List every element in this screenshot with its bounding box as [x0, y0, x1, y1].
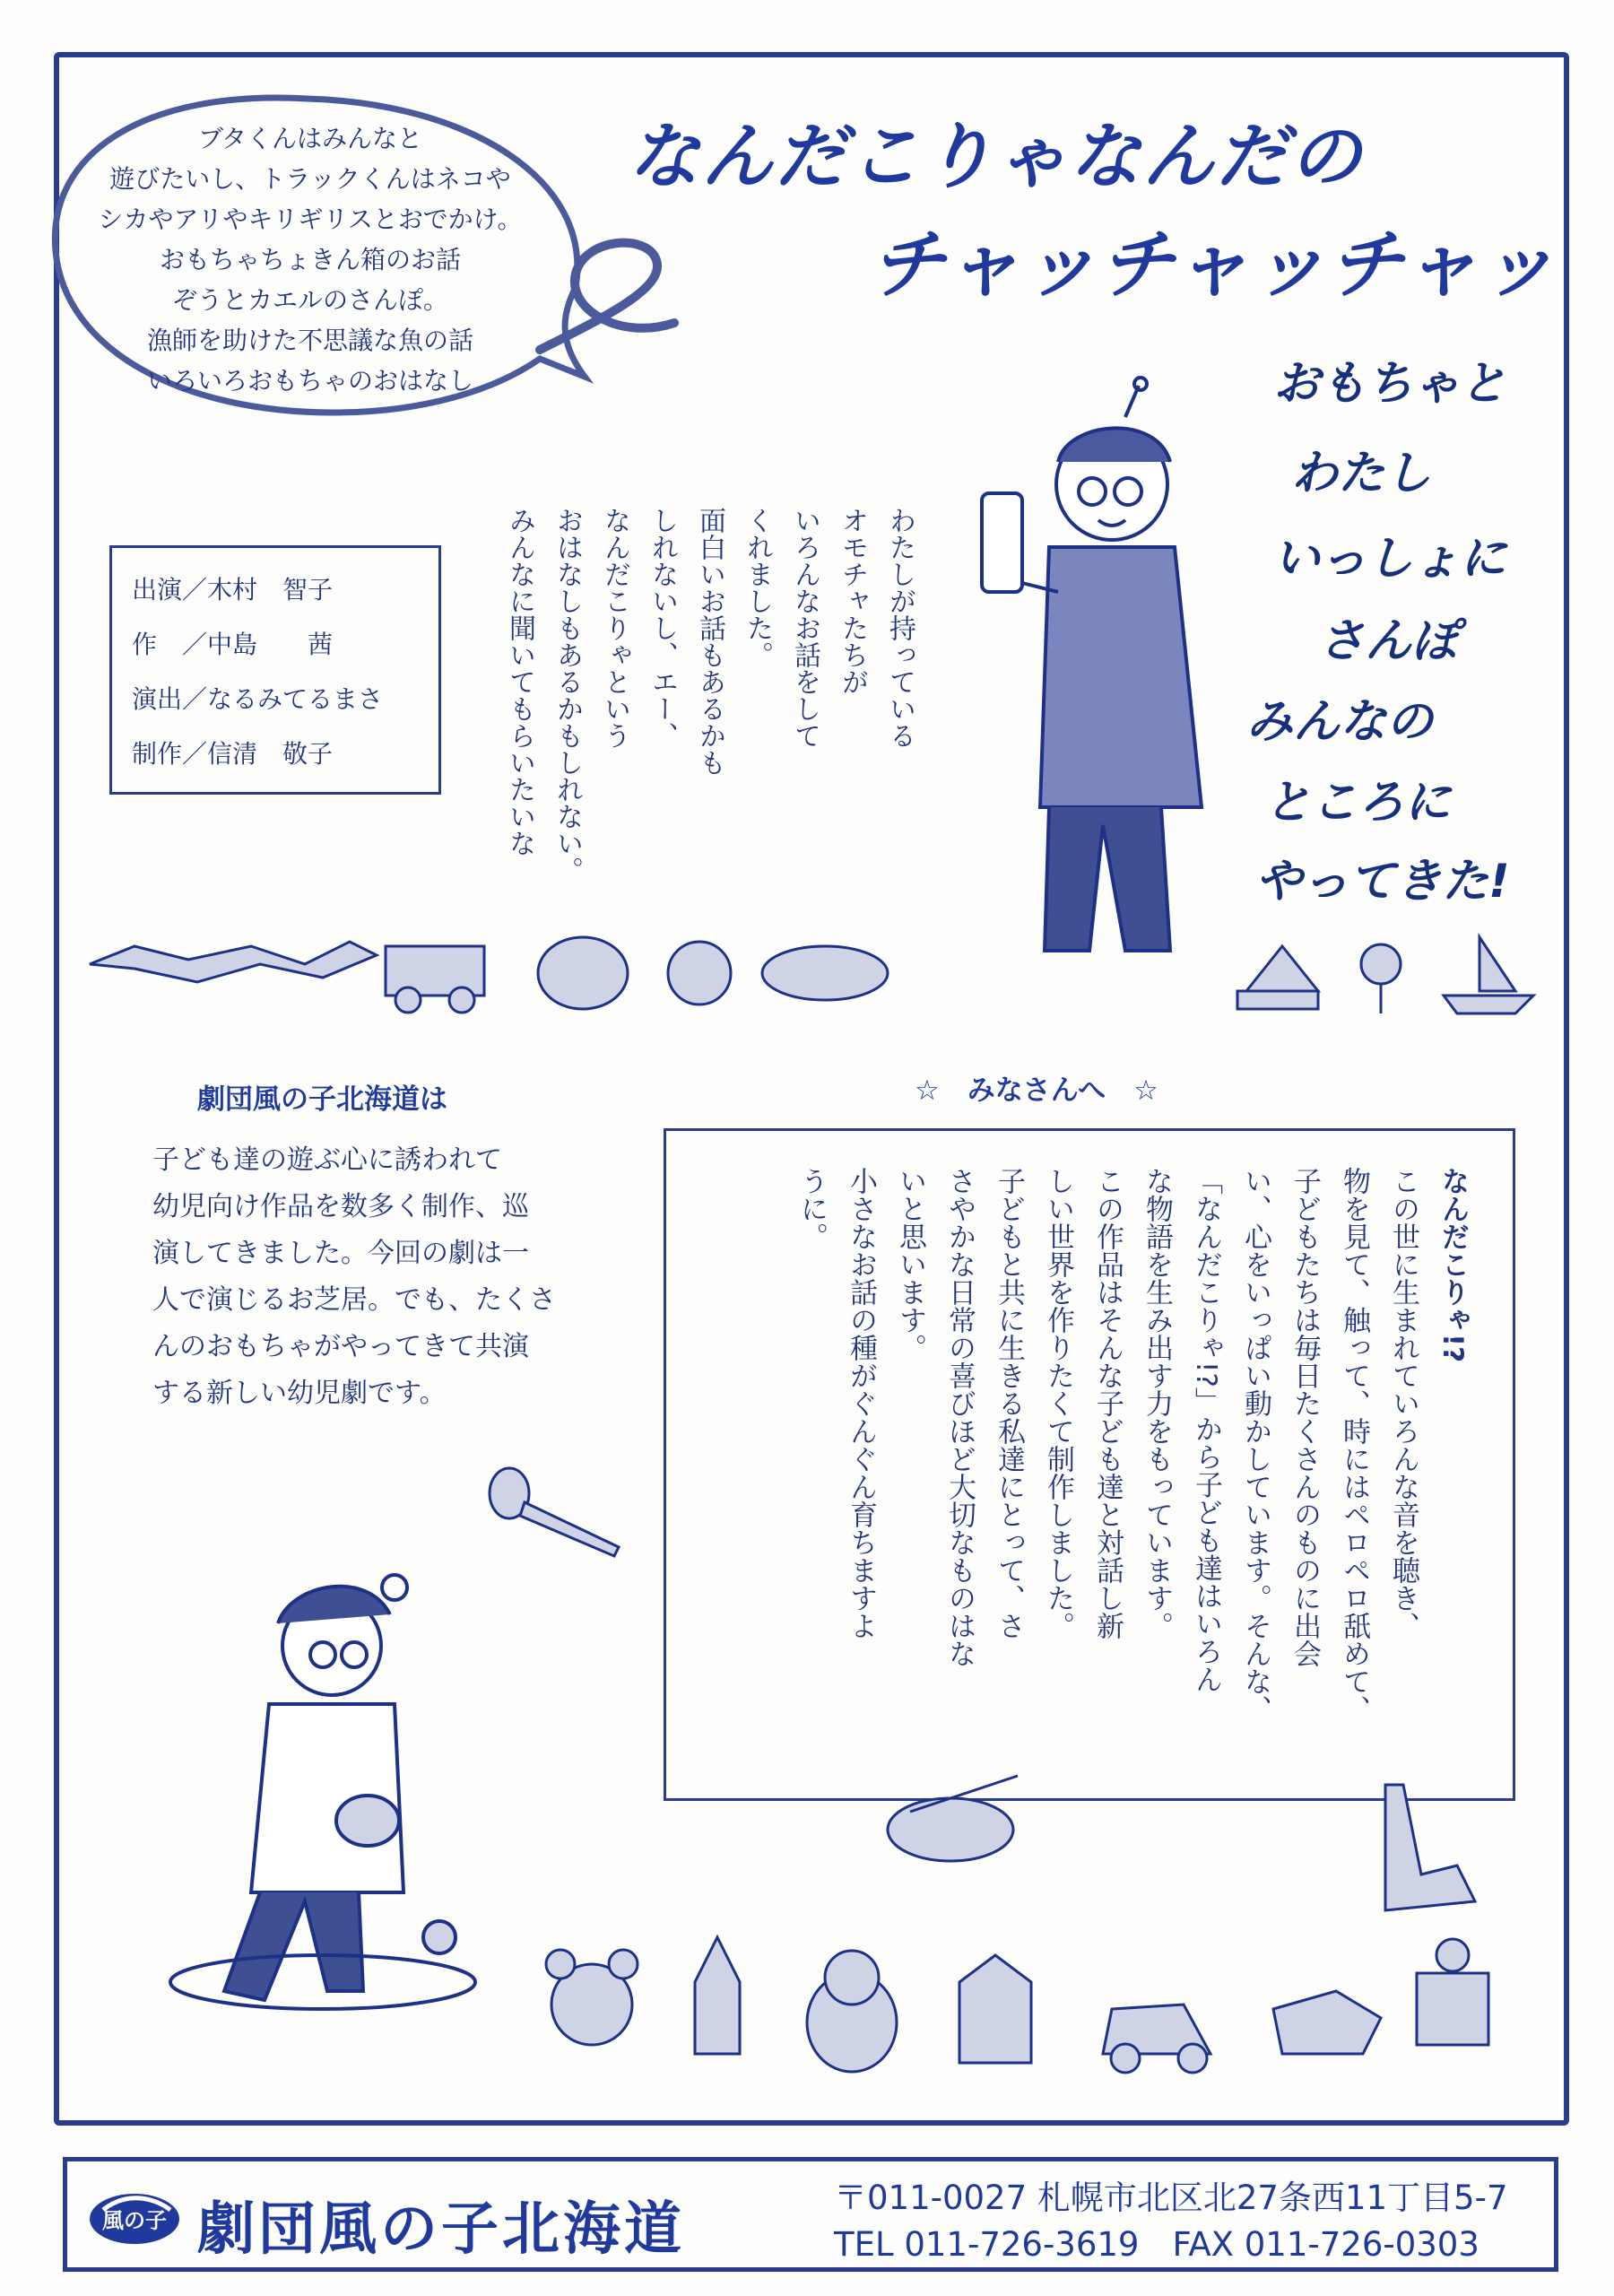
boy-with-toy-illustration	[933, 377, 1255, 987]
footer-box	[63, 2157, 1558, 2272]
drum-and-giraffe-illustration	[883, 1767, 1511, 1919]
title-line-1: なんだこりゃなんだの	[628, 115, 1363, 198]
intro-line: みんなに聞いてもらいたいな	[504, 507, 535, 857]
message-line: 物を見て、触って、時にはペロペロ舐めて、	[1338, 1167, 1370, 1723]
credit-line: 制作／信清 敬子	[132, 739, 334, 769]
credit-line: 演出／なるみてるまさ	[132, 684, 384, 714]
bubble-line: 遊びたいし、トラックくんはネコや	[109, 164, 511, 194]
bubble-text	[77, 118, 543, 401]
bubble-line: 漁師を助けた不思議な魚の話	[146, 326, 473, 355]
message-body	[786, 1167, 1477, 1768]
company-line: 子ども達の遊ぶ心に誘われて	[152, 1144, 502, 1176]
logo-text: 風の子	[102, 2208, 167, 2233]
message-line: いと思います。	[894, 1167, 926, 1361]
message-line: な物語を生み出す力をもっています。	[1141, 1167, 1173, 1639]
bubble-line: おもちゃちょきん箱のお話	[159, 245, 461, 274]
message-line: 「なんだこりゃ!?」から子ども達はいろん	[1190, 1167, 1222, 1693]
message-title: なんだこりゃ!?	[1436, 1167, 1469, 1363]
hand-line: いっしょに	[1273, 532, 1507, 586]
hand-line: ところに	[1264, 776, 1452, 830]
company-line: 演してきました。今回の劇は一	[152, 1238, 529, 1269]
boy-with-elephant-illustration	[134, 1561, 511, 2027]
company-line: んのおもちゃがやってきて共演	[152, 1331, 529, 1362]
hand-line: さんぽ	[1318, 614, 1459, 668]
company-line: する新しい幼児劇です。	[152, 1378, 447, 1409]
intro-line: わたしが持っている	[884, 507, 915, 749]
organization-name: 劇団風の子北海道	[197, 2196, 685, 2263]
message-line: うに。	[795, 1167, 828, 1250]
bubble-line: シカやアリやキリギリスとおでかけ。	[98, 204, 523, 234]
credit-line: 出演／木村 智子	[132, 575, 334, 604]
bubble-line: ブタくんはみんなと	[197, 124, 423, 153]
hand-line: わたし	[1291, 447, 1432, 500]
credits-box	[109, 545, 441, 795]
intro-line: いろんなお話をして	[789, 507, 820, 749]
hand-line: やってきた!	[1255, 855, 1510, 909]
company-title: 劇団風の子北海道は	[197, 1083, 447, 1116]
phone-fax: TEL 011-726-3619 FAX 011-726-0303	[834, 2225, 1480, 2264]
message-heading: ☆ みなさんへ ☆	[915, 1074, 1158, 1107]
intro-text	[496, 507, 924, 928]
intro-line: くれました。	[742, 507, 773, 668]
bubble-line: ぞうとカエルのさんぽ。	[171, 285, 448, 315]
message-line: 子どもたちは毎日たくさんのものに出会	[1289, 1167, 1321, 1667]
hand-line: みんなの	[1246, 695, 1434, 749]
intro-line: しれないし、エー、	[646, 507, 678, 749]
toy-illustration-strip-top	[81, 910, 1551, 1027]
message-line: この世に生まれていろんな音を聴き、	[1387, 1167, 1419, 1639]
company-line: 幼児向け作品を数多く制作、巡	[152, 1191, 529, 1222]
message-line: 子どもと共に生きる私達にとって、さ	[993, 1167, 1025, 1639]
intro-line: なんだこりゃという	[599, 507, 630, 749]
message-line: い、心をいっぱい動かしています。そんな、	[1239, 1167, 1271, 1723]
title-line-2: チャッチャッチャッ	[870, 221, 1558, 309]
hand-line: おもちゃと	[1273, 357, 1507, 411]
intro-line: おはなしもあるかもしれない。	[551, 507, 583, 883]
credit-line: 作 ／中島 茜	[132, 630, 334, 659]
intro-line: オモチャたちが	[837, 507, 868, 695]
toy-illustration-strip-bottom	[529, 1919, 1515, 2081]
message-line: この作品はそんな子ども達と対話し新	[1091, 1167, 1124, 1639]
message-line: さやかな日常の喜びほど大切なものはな	[943, 1167, 976, 1667]
message-box	[664, 1128, 1515, 1801]
bubble-line: いろいろおもちゃのおはなし	[146, 366, 473, 396]
kazenoko-logo-icon	[85, 2183, 184, 2249]
message-line: 小さなお話の種がぐんぐん育ちますよ	[845, 1167, 877, 1639]
intro-line: 面白いお話もあるかも	[694, 507, 725, 776]
message-line: しい世界を作りたくて制作しました。	[1042, 1167, 1074, 1639]
company-line: 人で演じるお芝居。でも、たくさ	[152, 1284, 556, 1316]
address: 〒011-0027 札幌市北区北27条西11丁目5-7	[834, 2179, 1508, 2217]
company-description	[152, 1137, 583, 1417]
